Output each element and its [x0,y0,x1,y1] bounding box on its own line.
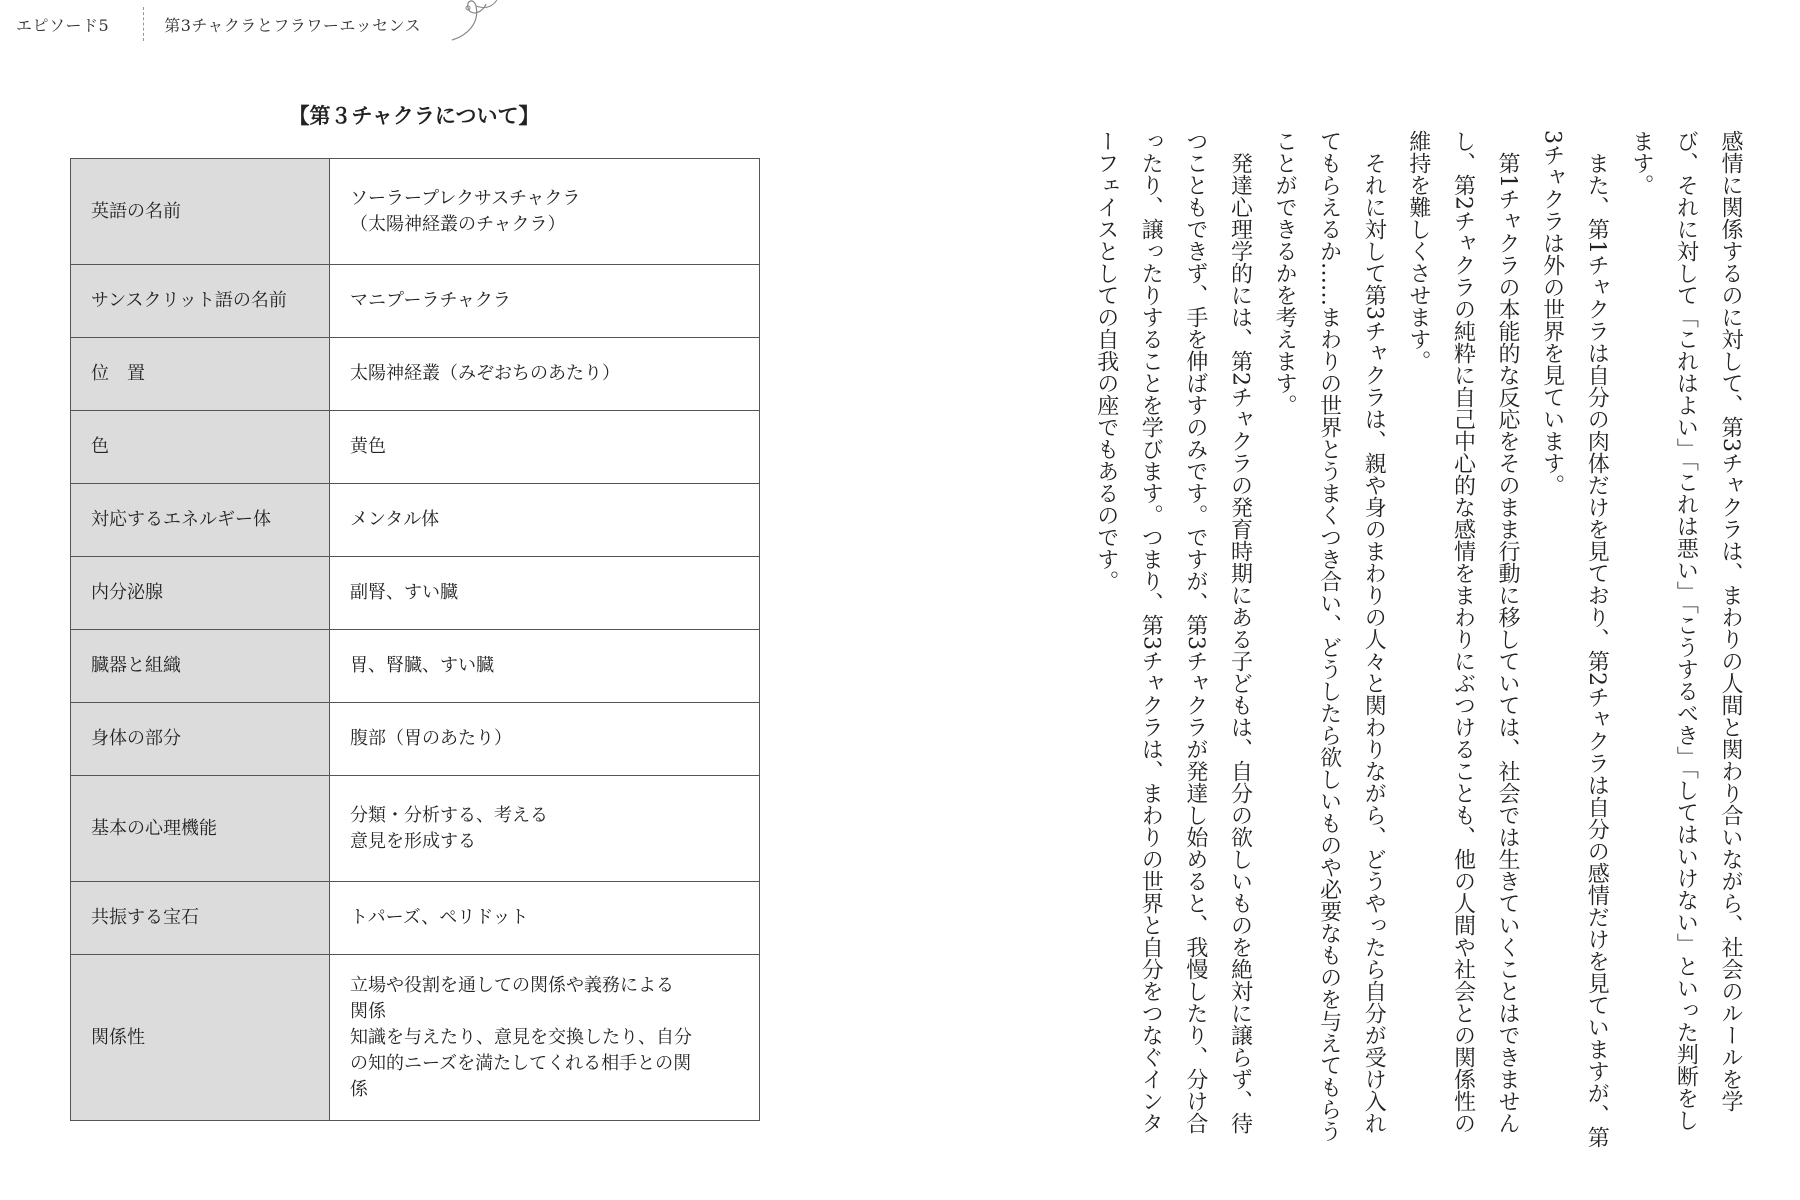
row-value: メンタル体 [330,484,760,557]
row-value: 黄色 [330,411,760,484]
row-label: サンスクリット語の名前 [71,265,330,338]
table-row [71,882,760,955]
row-value: マニプーラチャクラ [330,265,760,338]
table-title: 【第３チャクラについて】 [288,104,540,128]
episode-label: エピソード5 [16,15,110,35]
row-label: 内分泌腺 [71,557,330,630]
row-value: 腹部（胃のあたり） [330,703,760,776]
row-value: 胃、腎臓、すい臓 [330,630,760,703]
row-label: 英語の名前 [71,159,330,265]
body-paragraph: また、第1チャクラは自分の肉体だけを見ており、第2チャクラは自分の感情だけを見ていますが、第3チャクラは外の世界を見ています。 [1539,130,1610,1148]
row-label: 身体の部分 [71,703,330,776]
table-row [71,703,760,776]
body-paragraph: 発達心理学的には、第2チャクラの発育時期にある子どもは、自分の欲しいものを絶対に譲らず、待つこともできず、手を伸ばすのみです。ですが、第3チャクラが発達し始めると、我慢したり、分け合ったり、譲ったりすることを学びます。つまり、第3チャクラは、まわりの世界と自分をつなぐインターフェイスとしての自我の座でもあるのです。 [1093,130,1253,1134]
chapter-title: 第3チャクラとフラワーエッセンス [164,15,422,35]
table-row [71,955,760,1121]
chakra-table [70,158,760,1121]
row-value: 分類・分析する、考える 意見を形成する [330,776,760,882]
table-row [71,776,760,882]
row-value: 副腎、すい臓 [330,557,760,630]
row-label: 関係性 [71,955,330,1121]
table-row [71,338,760,411]
vertical-body-text [1083,130,1752,1150]
row-label: 共振する宝石 [71,882,330,955]
floral-flourish-icon [446,0,506,46]
row-label: 対応するエネルギー体 [71,484,330,557]
table-row [71,265,760,338]
table-row [71,484,760,557]
row-value: ソーラープレクサスチャクラ （太陽神経叢のチャクラ） [330,159,760,265]
running-header [16,6,421,42]
row-label: 位 置 [71,338,330,411]
table-row [71,557,760,630]
body-paragraph: それに対して第3チャクラは、親や身のまわりの人々と関わりながら、どうやったら自分が受け入れてもらえるか……まわりの世界とうまくつき合い、どうしたら欲しいものや必要なものを与えてもらうことができるかを考えます。 [1272,130,1387,1142]
table-row [71,411,760,484]
row-label: 臓器と組織 [71,630,330,703]
row-label: 基本の心理機能 [71,776,330,882]
row-value: 立場や役割を通しての関係や義務による 関係 知識を与えたり、意見を交換したり、自分 の知的ニーズを満たしてくれる相手との関 係 [330,955,760,1121]
body-paragraph: 感情に関係するのに対して、第3チャクラは、まわりの人間と関わり合いながら、社会のルールを学び、それに対して「これはよい」「これは悪い」「こうするべき」「してはいけない」といった判断をします。 [1628,130,1743,1131]
table-row [71,159,760,265]
row-value: トパーズ、ペリドット [330,882,760,955]
table-row [71,630,760,703]
row-value: 太陽神経叢（みぞおちのあたり） [330,338,760,411]
row-label: 色 [71,411,330,484]
header-divider [143,7,144,41]
body-paragraph: 第1チャクラの本能的な反応をそのまま行動に移していては、社会では生きていくことはできませんし、第2チャクラの純粋に自己中心的な感情をまわりにぶつけることも、他の人間や社会との関係性の維持を難しくさせます。 [1405,130,1521,1134]
